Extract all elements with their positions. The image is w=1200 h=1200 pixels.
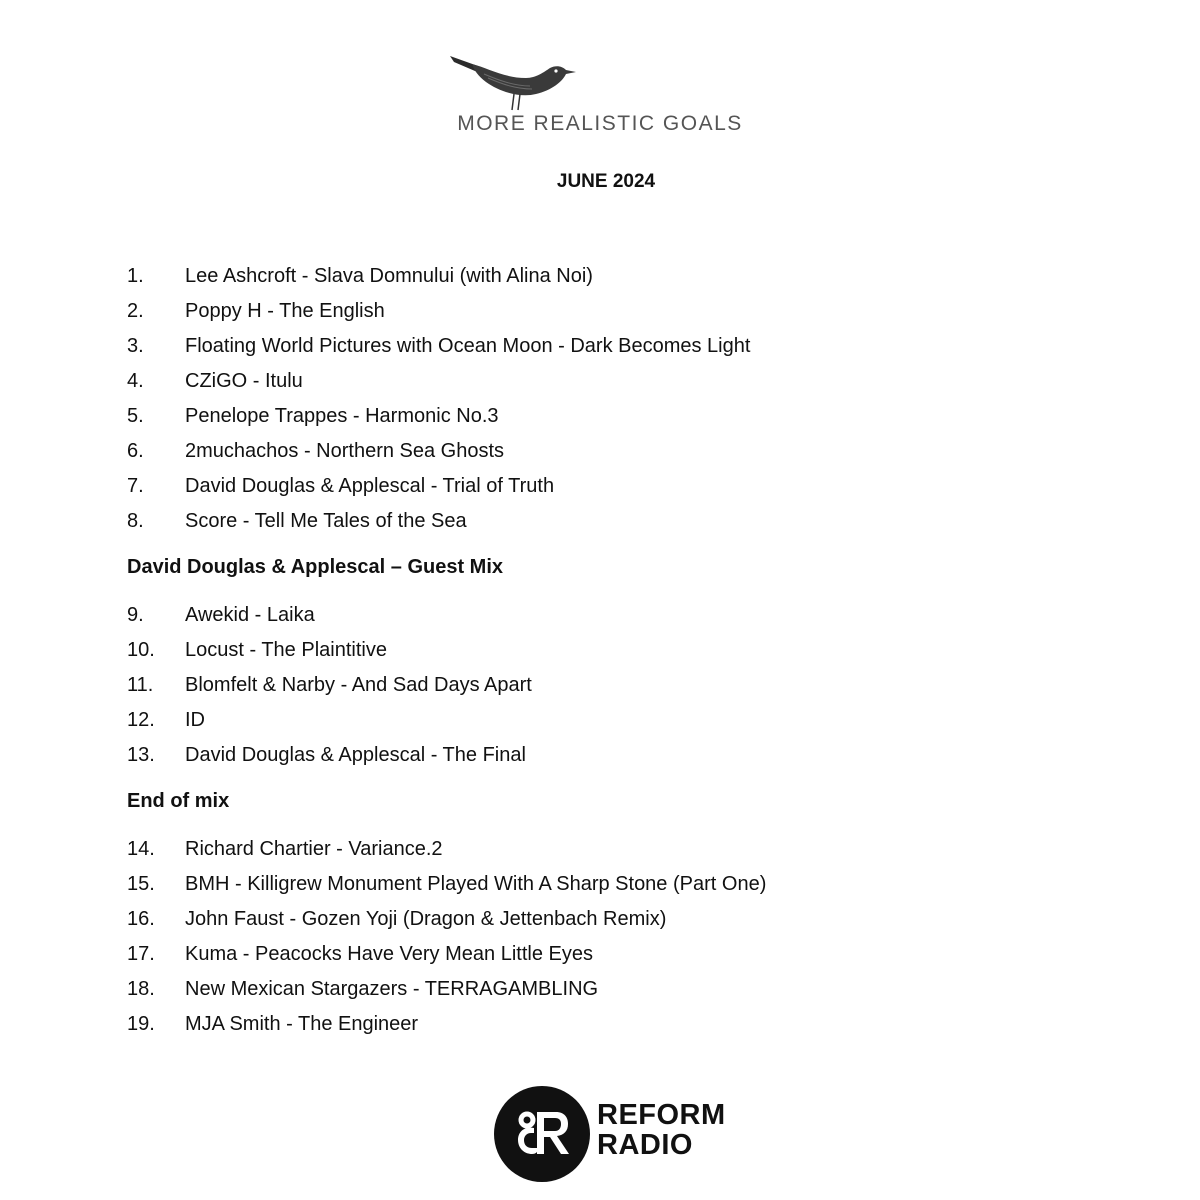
- track-title: Lee Ashcroft - Slava Domnului (with Alina Noi): [185, 265, 593, 287]
- list-item: [127, 868, 1127, 903]
- section-heading: End of mix: [127, 790, 230, 812]
- track-title: BMH - Killigrew Monument Played With A Sharp Stone (Part One): [185, 873, 767, 895]
- track-number: 12.: [127, 709, 155, 731]
- list-item: [127, 973, 1127, 1008]
- track-title: Locust - The Plaintitive: [185, 639, 387, 661]
- reform-radio-wordmark: [597, 1100, 726, 1160]
- list-item: [127, 400, 1127, 435]
- track-number: 11.: [127, 674, 154, 696]
- track-number: 5.: [127, 405, 144, 427]
- list-item: [127, 330, 1127, 365]
- reform-radio-logo: [494, 1086, 734, 1186]
- track-number: 2.: [127, 300, 144, 322]
- track-number: 9.: [127, 604, 144, 626]
- list-item: [127, 903, 1127, 938]
- section-heading: David Douglas & Applescal – Guest Mix: [127, 556, 504, 578]
- track-number: 19.: [127, 1013, 155, 1035]
- track-number: 1.: [127, 265, 144, 287]
- track-title: Kuma - Peacocks Have Very Mean Little Eyes: [185, 943, 593, 965]
- list-item: [127, 833, 1127, 868]
- list-item: [127, 1008, 1127, 1043]
- list-item: [127, 669, 1127, 704]
- list-item: [127, 599, 1127, 634]
- list-item: [127, 938, 1127, 973]
- track-title: Blomfelt & Narby - And Sad Days Apart: [185, 674, 532, 696]
- reform-text-line1: REFORM: [597, 1099, 726, 1131]
- track-number: 8.: [127, 510, 144, 532]
- month-title: JUNE 2024: [556, 171, 656, 192]
- track-title: CZiGO - Itulu: [185, 370, 303, 392]
- track-title: Score - Tell Me Tales of the Sea: [185, 510, 467, 532]
- header-logo: [0, 40, 1200, 140]
- track-number: 3.: [127, 335, 144, 357]
- track-number: 6.: [127, 440, 144, 462]
- track-title: ID: [185, 709, 205, 731]
- track-title: MJA Smith - The Engineer: [185, 1013, 419, 1035]
- track-title: Richard Chartier - Variance.2: [185, 838, 443, 860]
- track-title: Penelope Trappes - Harmonic No.3: [185, 405, 499, 427]
- track-number: 16.: [127, 908, 155, 930]
- track-title: David Douglas & Applescal - Trial of Truth: [185, 475, 555, 497]
- brand-name-text: MORE REALISTIC GOALS: [457, 112, 743, 135]
- track-title: David Douglas & Applescal - The Final: [185, 744, 526, 766]
- track-number: 10.: [127, 639, 155, 661]
- list-item: [127, 704, 1127, 739]
- track-number: 7.: [127, 475, 144, 497]
- section-end-of-mix: [127, 785, 1127, 1043]
- track-title: Floating World Pictures with Ocean Moon - Dark Becomes Light: [185, 335, 751, 357]
- reform-radio-logo-icon: [494, 1086, 590, 1182]
- track-number: 14.: [127, 838, 155, 860]
- list-item: [127, 470, 1127, 505]
- list-item: [127, 295, 1127, 330]
- list-item: [127, 634, 1127, 669]
- track-title: John Faust - Gozen Yoji (Dragon & Jettenbach Remix): [185, 908, 667, 930]
- track-number: 13.: [127, 744, 155, 766]
- list-item: [127, 365, 1127, 400]
- track-number: 17.: [127, 943, 155, 965]
- tracklist: [127, 260, 1127, 1043]
- section-guest-mix: [127, 551, 1127, 774]
- list-item: [127, 260, 1127, 295]
- bird-icon: [448, 48, 578, 112]
- list-item: [127, 739, 1127, 774]
- section-main: [127, 260, 1127, 540]
- list-item: [127, 505, 1127, 540]
- list-item: [127, 435, 1127, 470]
- track-number: 15.: [127, 873, 155, 895]
- track-title: New Mexican Stargazers - TERRAGAMBLING: [185, 978, 599, 1000]
- brand-name: [0, 112, 1200, 136]
- track-title: 2muchachos - Northern Sea Ghosts: [185, 440, 505, 462]
- track-title: Awekid - Laika: [185, 604, 315, 626]
- track-number: 18.: [127, 978, 155, 1000]
- track-number: 4.: [127, 370, 144, 392]
- reform-text-line2: RADIO: [597, 1129, 693, 1161]
- track-title: Poppy H - The English: [185, 300, 385, 322]
